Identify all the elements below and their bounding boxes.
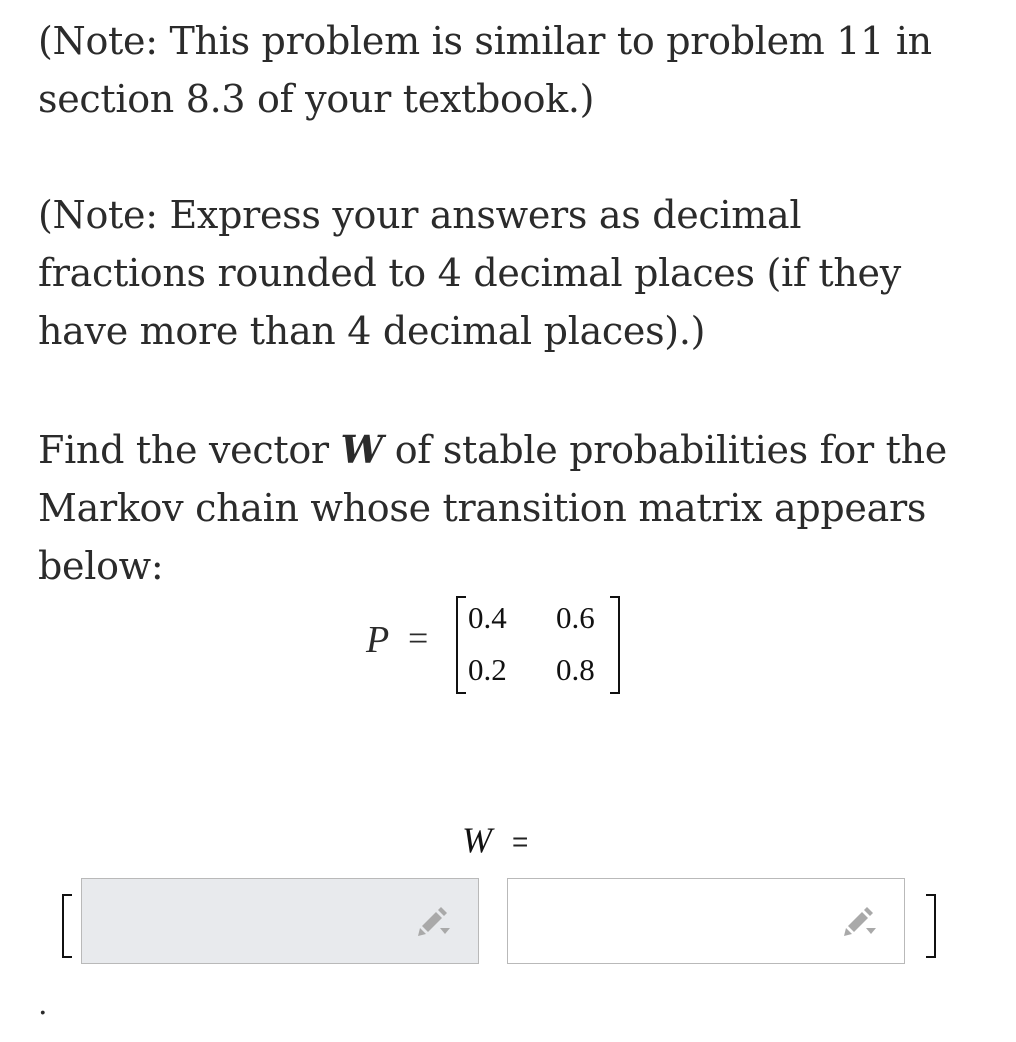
matrix-cell-r2-c1: 0.2 [468, 652, 507, 687]
matrix-label: P [366, 619, 390, 661]
transition-matrix [452, 596, 624, 692]
trailing-period: . [38, 987, 48, 1022]
note-rounding-instructions: (Note: Express your answers as decimal fractions rounded to 4 decimal places (if they have more than 4 decimal places).) [38, 193, 901, 353]
question-suffix: of stable probabilities for the Markov chain whose transition matrix appears below: [38, 428, 947, 588]
matrix-cell-r1-c2: 0.6 [556, 600, 595, 635]
matrix-cell-r1-c1: 0.4 [468, 600, 507, 635]
matrix-equals-sign: = [408, 618, 429, 658]
vector-right-bracket [926, 894, 936, 958]
question-prompt [38, 421, 978, 595]
note-textbook-reference: (Note: This problem is similar to problem 11 in section 8.3 of your textbook.) [38, 19, 932, 121]
answer-vector-label: W [462, 820, 492, 860]
question-prefix: Find the vector [38, 428, 341, 472]
pencil-dropdown-icon[interactable] [416, 906, 450, 938]
answer-equals-sign: = [512, 826, 529, 857]
vector-left-bracket [62, 894, 72, 958]
matrix-cell-r2-c2: 0.8 [556, 652, 595, 687]
matrix-right-bracket [610, 596, 620, 694]
question-variable: W [340, 427, 383, 472]
matrix-left-bracket [456, 596, 466, 694]
pencil-dropdown-icon[interactable] [842, 906, 876, 938]
